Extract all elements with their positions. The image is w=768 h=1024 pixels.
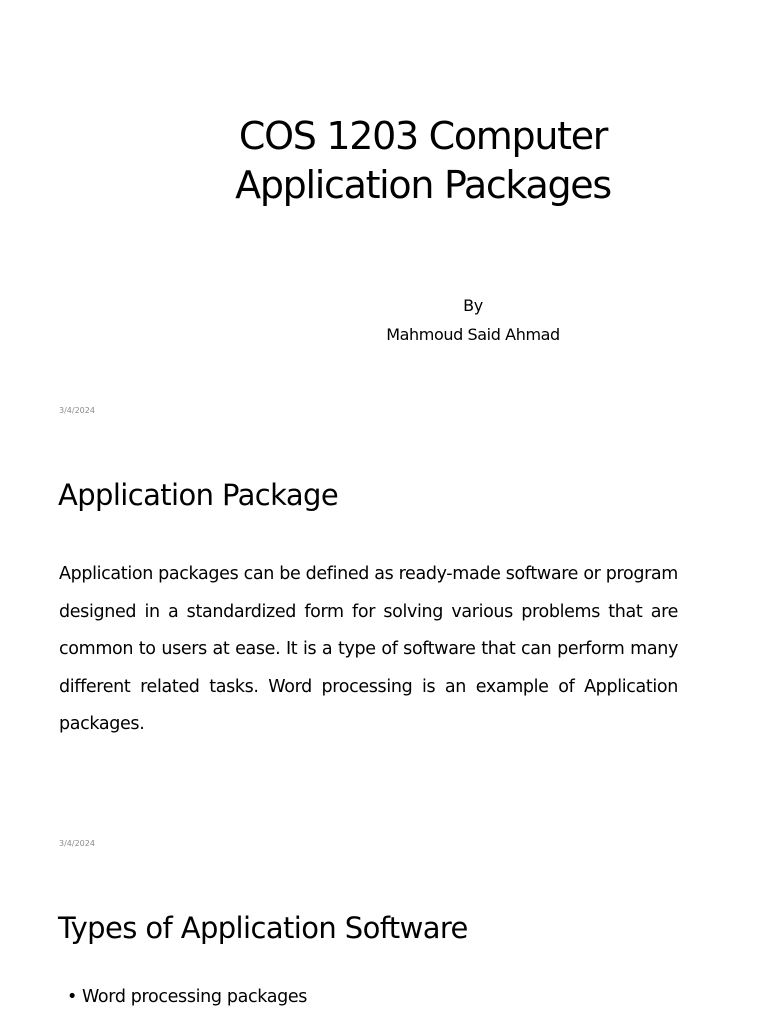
bullet-list — [66, 982, 307, 1012]
slide-title-heading — [150, 112, 696, 210]
bullet-icon: • — [67, 987, 77, 1007]
section-heading: Application Package — [58, 478, 339, 512]
slide-date: 3/4/2024 — [59, 406, 95, 415]
subtitle-by: By — [463, 296, 483, 315]
slide-types-of-software — [0, 864, 768, 1024]
slide-application-package — [0, 432, 768, 864]
author-name: Mahmoud Said Ahmad — [386, 325, 560, 344]
title-line-2: Application Packages — [235, 163, 611, 207]
title-line-1: COS 1203 Computer — [238, 114, 608, 158]
slide-date: 3/4/2024 — [59, 839, 95, 848]
section-heading: Types of Application Software — [58, 911, 468, 945]
slide-subtitle — [322, 291, 624, 349]
body-paragraph: Application packages can be defined as ready-made software or program designed in a standardized form for solving various problems that are common to users at ease. It is a type of software that can perform many different related tasks. Word processing is an example of Application packages. — [59, 564, 678, 735]
list-item-text: Word processing packages — [82, 987, 308, 1007]
slide-title — [0, 0, 768, 432]
list-item — [66, 982, 307, 1012]
